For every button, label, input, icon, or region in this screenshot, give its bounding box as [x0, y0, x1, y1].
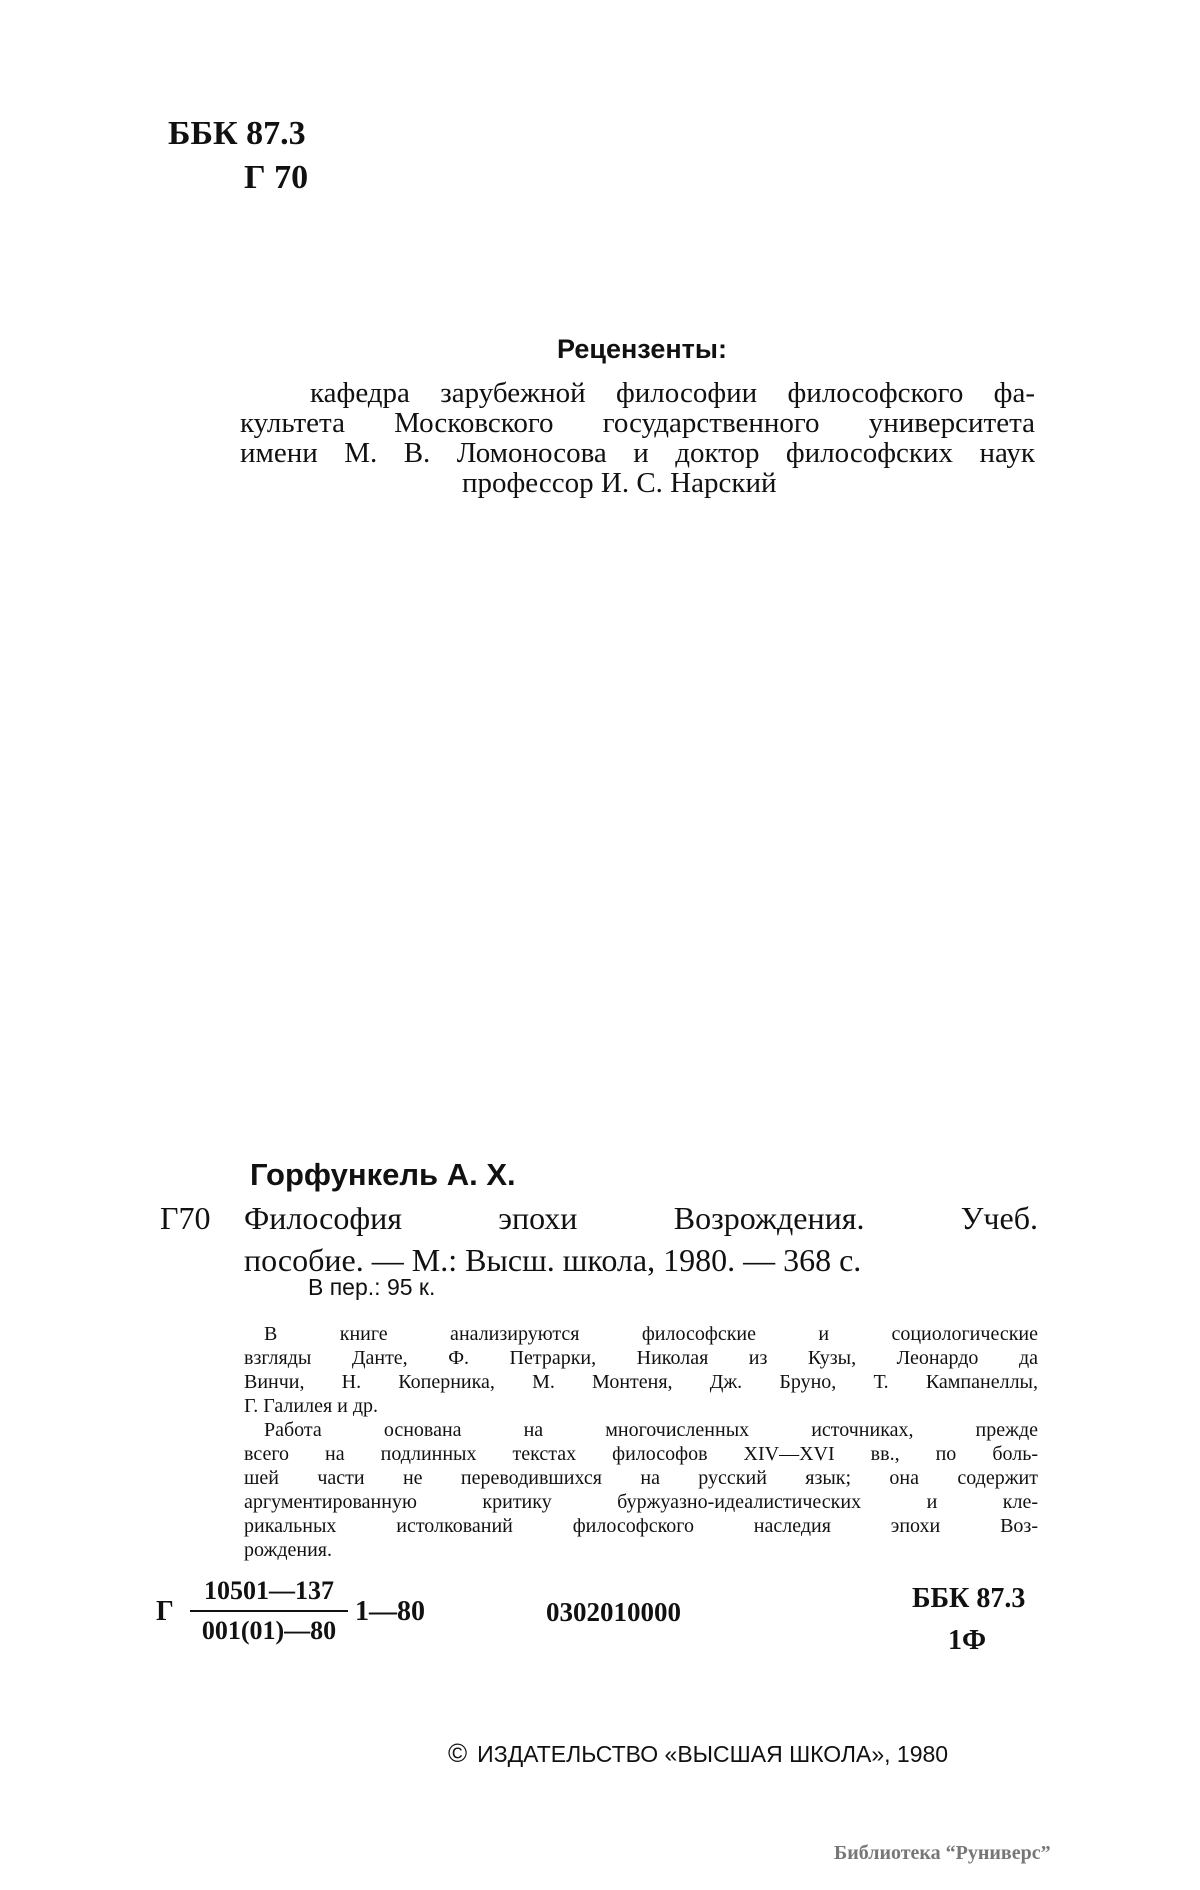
annotation-line: В книге анализируются философские и социологические	[264, 1323, 1038, 1345]
reviewers-text	[240, 378, 1035, 498]
annotation	[244, 1322, 1038, 1562]
bbk-code-line2: Г 70	[244, 159, 309, 196]
annotation-line: Г. Галилея и др.	[244, 1395, 379, 1417]
reviewers-line: кафедра зарубежной философии философского фа-	[310, 377, 1035, 409]
reviewers-heading: Рецензенты:	[557, 334, 727, 364]
library-watermark: Библиотека “Руниверс”	[834, 1842, 1051, 1864]
biblio-line: Философия эпохи Возрождения. Учеб.	[244, 1200, 1038, 1236]
annotation-line: Работа основана на многочисленных источниках, прежде	[264, 1419, 1038, 1441]
bbk-bottom-line2: 1Ф	[948, 1625, 987, 1656]
reviewers-line: культета Московского государственного университета	[240, 407, 1035, 439]
bbk-code-line1: ББК 87.3	[168, 115, 306, 152]
reviewers-line: имени М. В. Ломоносова и доктор философских наук	[240, 437, 1035, 469]
annotation-line: рождения.	[244, 1539, 332, 1561]
annotation-line: рикальных истолкований философского наследия эпохи Воз-	[244, 1515, 1038, 1537]
catalog-number: 0302010000	[546, 1597, 681, 1627]
price: В пер.: 95 к.	[308, 1274, 436, 1300]
catalog-letter: Г	[156, 1596, 174, 1627]
copyright-text: ИЗДАТЕЛЬСТВО «ВЫСШАЯ ШКОЛА», 1980	[477, 1741, 949, 1767]
annotation-line: шей части не переводившихся на русский язык; она содержит	[244, 1467, 1038, 1489]
bibliographic-description	[244, 1197, 1038, 1281]
catalog-numerator: 10501—137	[190, 1576, 348, 1612]
catalog-denominator: 001(01)—80	[201, 1616, 337, 1645]
class-code: Г70	[160, 1200, 211, 1236]
reviewers-line: профессор И. С. Нарский	[462, 467, 777, 499]
book-author: Горфункель А. Х.	[250, 1157, 516, 1192]
bbk-bottom-line1: ББК 87.3	[912, 1583, 1026, 1614]
copyright	[448, 1738, 948, 1769]
annotation-line: аргументированную критику буржуазно-идеалистических и кле-	[244, 1491, 1038, 1513]
catalog-fraction	[190, 1576, 348, 1646]
catalog-suffix: 1—80	[355, 1596, 425, 1627]
bbk-code-top	[168, 112, 308, 200]
annotation-line: Винчи, Н. Коперника, М. Монтеня, Дж. Бруно, Т. Кампанеллы,	[244, 1371, 1038, 1393]
biblio-line: пособие. — М.: Высш. школа, 1980. — 368 с.	[244, 1242, 862, 1278]
copyright-icon: ©	[448, 1738, 468, 1768]
annotation-line: взгляды Данте, Ф. Петрарки, Николая из Кузы, Леонардо да	[244, 1347, 1038, 1369]
annotation-line: всего на подлинных текстах философов XIV—XVI вв., по боль-	[244, 1443, 1038, 1465]
bbk-code-bottom	[912, 1578, 1025, 1662]
